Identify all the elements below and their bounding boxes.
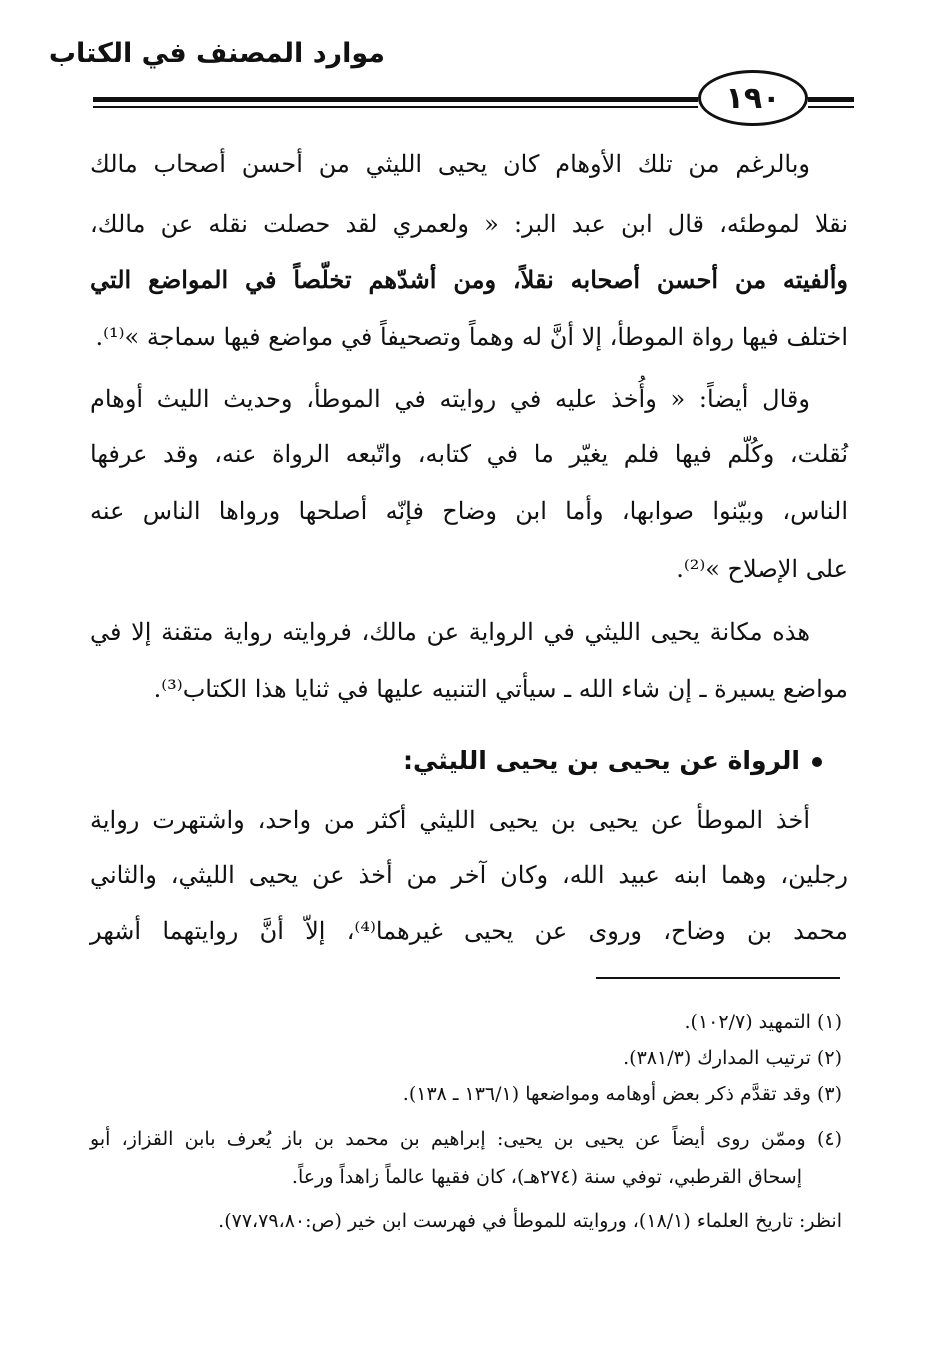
header-rule-right-thin [808, 106, 854, 108]
footnote: (١) التمهيد (١٠٢/٧). [684, 1011, 842, 1033]
footnote: (٢) ترتيب المدارك (٣٨١/٣). [623, 1047, 842, 1069]
heading-bullet [812, 757, 822, 767]
body-line-bold: وألفيته من أحسن أصحابه نقلاً، ومن أشدّهم تخلّصاً في المواضع التي [90, 265, 848, 294]
footnote: (٤) وممّن روى أيضاً عن يحيى بن يحيى: إبراهيم بن محمد بن باز يُعرف بابن القزاز، أبو [90, 1128, 842, 1150]
header-rule-thin [93, 106, 698, 108]
body-line: نقلا لموطئه، قال ابن عبد البر: « ولعمري لقد حصلت نقله عن مالك، [90, 210, 848, 238]
section-heading: الرواة عن يحيى بن يحيى الليثي: [402, 746, 800, 775]
body-line: مواضع يسيرة ـ إن شاء الله ـ سيأتي التنبيه عليها في ثنايا هذا الكتاب⁽³⁾. [153, 675, 848, 703]
body-line: الناس، وبيّنوا صوابها، وأما ابن وضاح فإنّه أصلحها ورواها الناس عنه [90, 497, 848, 525]
body-line: اختلف فيها رواة الموطأ، إلا أنَّ له وهماً وتصحيفاً في مواضع فيها سماجة »⁽¹⁾. [95, 323, 848, 351]
footnote-continuation: انظر: تاريخ العلماء (١٨/١)، وروايته للموطأ في فهرست ابن خير (ص:٧٧،٧٩،٨٠). [218, 1210, 842, 1232]
body-line: نُقلت، وكُلّم فيها فلم يغيّر ما في كتابه، واتّبعه الرواة عنه، وقد عرفها [90, 440, 848, 468]
footnote: (٣) وقد تقدَّم ذكر بعض أوهامه ومواضعها (١٣٦/١ ـ ١٣٨). [402, 1083, 842, 1105]
body-line: وبالرغم من تلك الأوهام كان يحيى الليثي من أحسن أصحاب مالك [90, 150, 810, 178]
body-line: وقال أيضاً: « وأُخذ عليه في روايته في الموطأ، وحديث الليث أوهام [90, 385, 810, 413]
running-header-title: موارد المصنف في الكتاب [48, 38, 385, 69]
footnote-continuation: إسحاق القرطبي، توفي سنة (٢٧٤هـ)، كان فقيها عالماً زاهداً ورعاً. [291, 1166, 802, 1188]
header-rule-thick [93, 97, 698, 102]
body-line: على الإصلاح »⁽²⁾. [676, 555, 848, 583]
body-line: هذه مكانة يحيى الليثي في الرواية عن مالك، فروايته رواية متقنة إلا في [90, 618, 810, 646]
footnote-separator [596, 977, 840, 979]
header-rule-right-thick [808, 97, 854, 102]
page-number-badge: ١٩٠ [698, 70, 808, 126]
body-line: أخذ الموطأ عن يحيى بن يحيى الليثي أكثر من واحد، واشتهرت رواية [90, 806, 810, 834]
body-line: رجلين، وهما ابنه عبيد الله، وكان آخر من أخذ عن يحيى الليثي، والثاني [90, 861, 848, 889]
body-line: محمد بن وضاح، وروى عن يحيى غيرهما⁽⁴⁾، إلاّ أنَّ روايتهما أشهر [90, 917, 849, 945]
